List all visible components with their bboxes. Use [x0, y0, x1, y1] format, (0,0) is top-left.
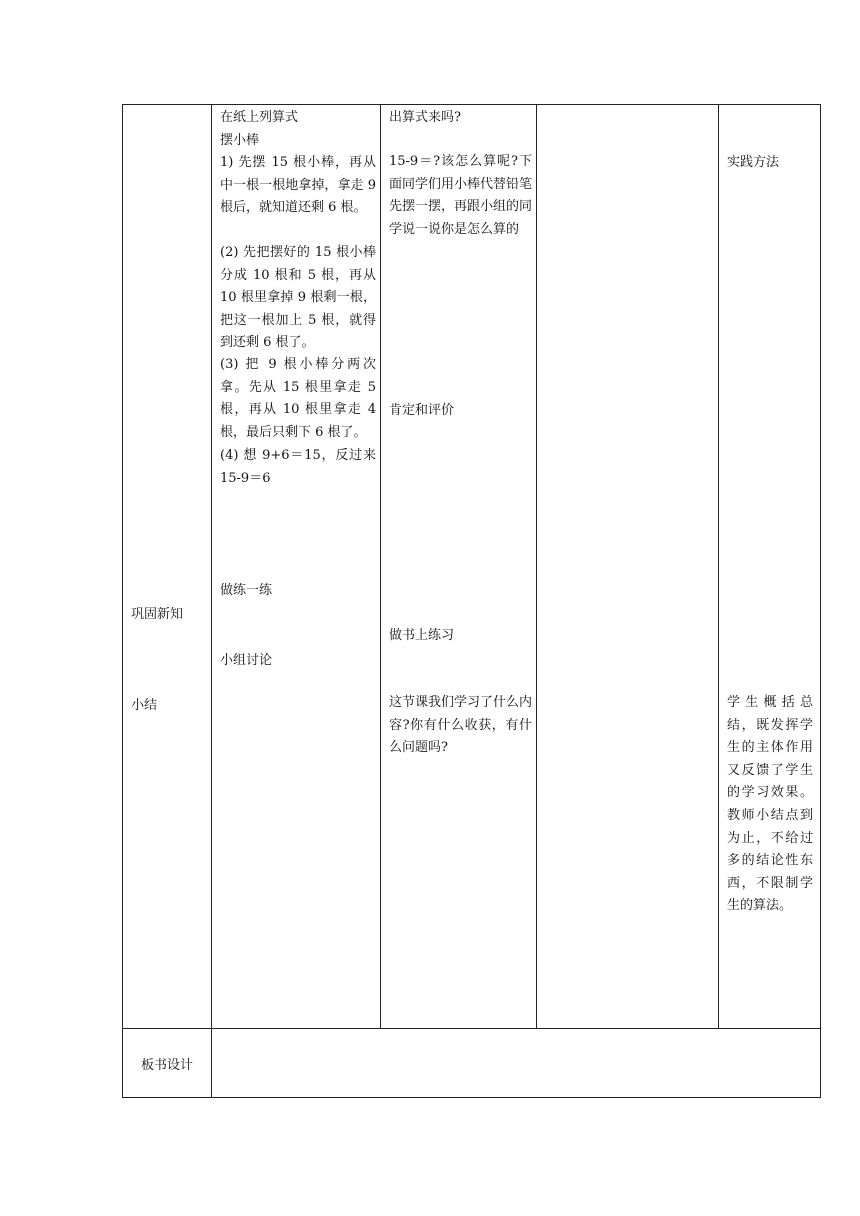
student-activity-column — [212, 105, 381, 1029]
practice-text: 做练一练 — [220, 583, 273, 598]
teaching-process-row — [123, 105, 821, 1029]
book-practice-text: 做书上练习 — [389, 628, 455, 643]
summary-note-text: 学生概括总结，既发挥学生的主体作用又反馈了学生的学习效果。教师小结点到为止，不给过多的结论性东西，不限制学生的算法。 — [727, 695, 813, 914]
board-design-row — [123, 1029, 821, 1098]
practice-method-text: 实践方法 — [727, 155, 780, 170]
method-2-text: (2) 先把摆好的 15 根小棒分成 10 根和 5 根，再从 10 根里拿掉 9 根剩一根，把这一根加上 5 根，就得到还剩 6 根了。 — [220, 245, 376, 351]
group-discuss-text: 小组讨论 — [220, 653, 273, 668]
design-intent-column — [719, 105, 821, 1029]
list-formula-text: 在纸上列算式 — [220, 110, 299, 125]
teacher-activity-column — [381, 105, 537, 1029]
stage-consolidate: 巩固新知 — [131, 607, 184, 622]
affirm-text: 肯定和评价 — [389, 403, 455, 418]
summary-question-text: 这节课我们学习了什么内容?你有什么收获，有什么问题吗? — [389, 695, 533, 756]
method-1-text: 1) 先摆 15 根小棒，再从中一根一根地拿掉，拿走 9 根后，就知道还剩 6 根。 — [220, 155, 376, 216]
lesson-plan-table — [122, 104, 821, 1098]
board-design-label: 板书设计 — [123, 1029, 212, 1098]
arrange-sticks-text: 摆小棒 — [220, 133, 260, 148]
ask-formula-text: 出算式来吗? — [389, 110, 461, 125]
method-4-text: (4) 想 9+6＝15，反过来 15-9＝6 — [220, 448, 376, 486]
stage-summary: 小结 — [131, 698, 158, 713]
method-3-text: (3) 把 9 根小棒分两次拿。先从 15 根里拿走 5 根，再从 10 根里拿走 4 根，最后只剩下 6 根了。 — [220, 357, 376, 440]
stage-column — [123, 105, 212, 1029]
empty-column — [537, 105, 719, 1029]
board-design-content — [212, 1029, 821, 1098]
how-calc-text: 15-9＝?该怎么算呢?下面同学们用小棒代替铅笔先摆一摆，再跟小组的同学说一说你是怎么算的 — [389, 154, 533, 237]
